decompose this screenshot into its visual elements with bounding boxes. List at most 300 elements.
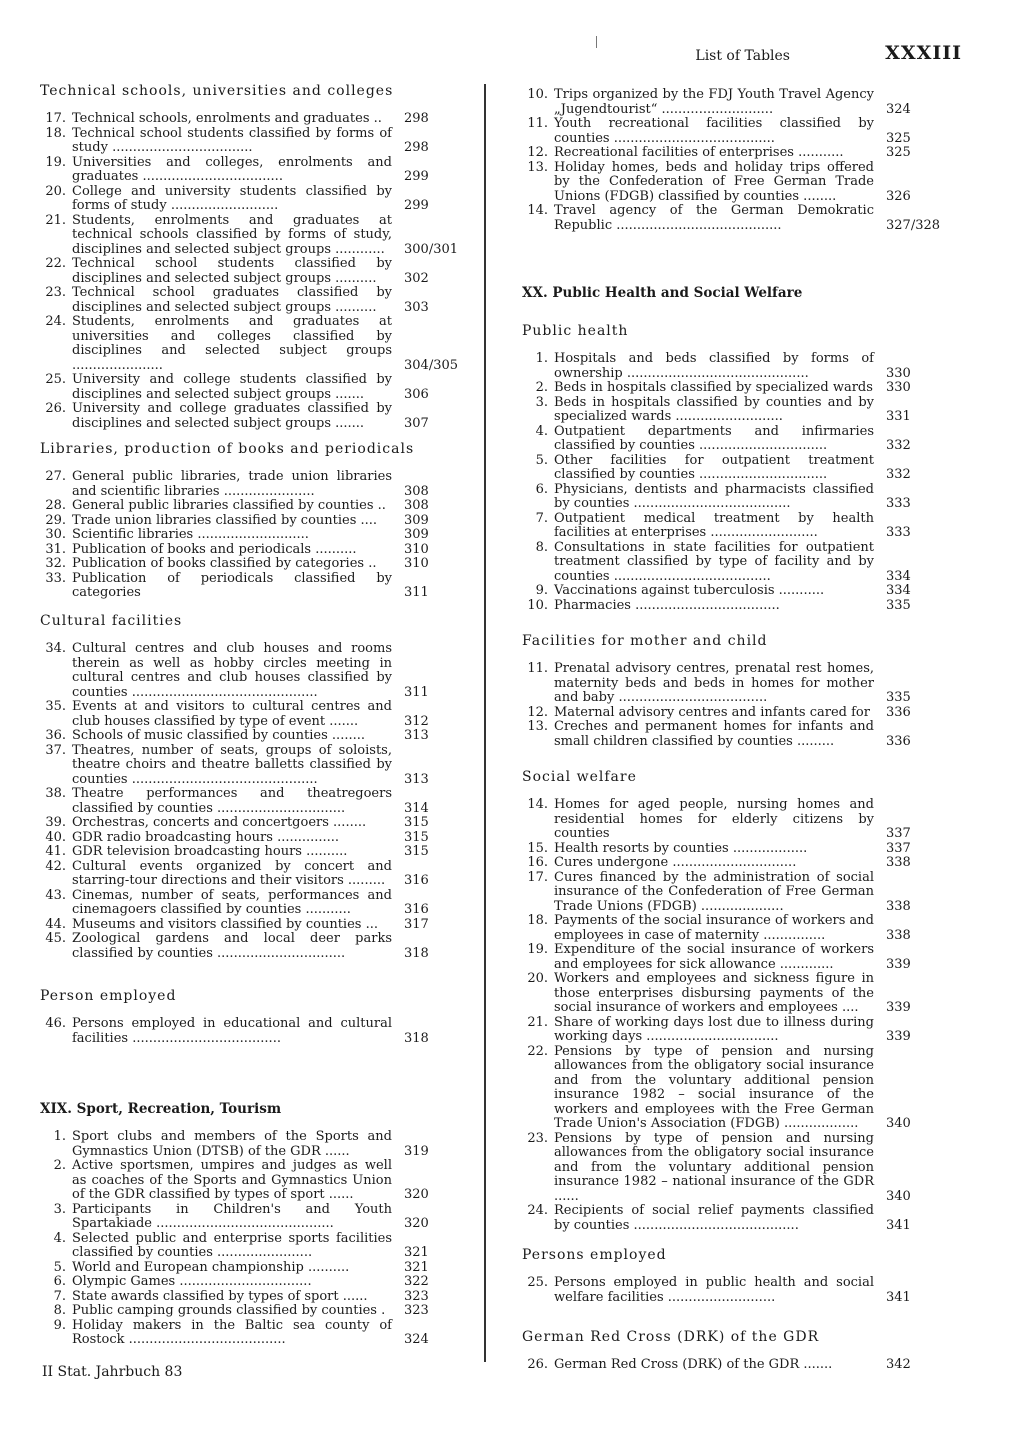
entry-title: World and European championship .......... [72,1259,350,1275]
entry-page: 341 [886,1289,911,1305]
toc-entry [518,454,958,483]
entry-title: Persons employed in educational and cultural facilities .................................... [72,1016,392,1046]
toc-entry [36,1232,476,1261]
toc-entry-list [518,352,958,613]
entry-number: 32. [45,556,66,571]
entry-page: 304/305 [404,357,459,373]
entry-number: 8. [535,539,548,555]
toc-entry-list [518,798,958,1233]
toc-entry [36,214,476,258]
toc-entry [518,425,958,454]
entry-page: 335 [886,690,911,705]
entry-title: Public camping grounds classified by counties . [72,1303,386,1318]
entry-page: 298 [404,140,429,155]
toc-entry [518,1016,958,1045]
toc-entry [36,831,476,846]
entry-number: 12. [527,704,548,720]
toc-entry [518,381,958,396]
entry-title: Share of working days lost due to illness during working days ................................ [554,1014,874,1044]
entry-title: Selected public and enterprise sports facilities classified by counties ....................... [72,1230,392,1260]
entry-page: 330 [886,380,911,395]
entry-number: 4. [535,423,548,439]
entry-page: 338 [886,855,911,870]
entry-number: 38. [45,786,66,801]
entry-title: Students, enrolments and graduates at technical schools classified by forms of study, disciplines and selected subject groups ............ [72,212,392,257]
entry-title: Active sportsmen, umpires and judges as well as coaches of the Sports and Gymnastics Union of the GDR classified by types of sport ...... [72,1158,392,1202]
toc-section [36,987,476,1046]
entry-number: 10. [527,597,548,613]
toc-entry [518,1276,958,1305]
entry-page: 334 [886,568,911,584]
entry-number: 3. [535,394,548,410]
toc-entry [36,315,476,373]
section-heading: Facilities for mother and child [522,633,768,649]
entry-title: Expenditure of the social insurance of workers and employees for sick allowance ............. [554,942,874,972]
entry-number: 43. [45,887,66,903]
entry-title: Cultural events organized by concert and starring-tour directions and their visitors ......... [72,858,392,888]
entry-page: 320 [404,1187,429,1202]
entry-page: 334 [886,583,911,598]
toc-entry [518,798,958,842]
entry-number: 44. [45,916,66,932]
entry-number: 13. [527,159,548,175]
page-header [500,42,962,72]
entry-number: 2. [535,380,548,395]
entry-number: 42. [45,858,66,874]
entry-page: 319 [404,1143,429,1159]
entry-title: General public libraries, trade union libraries and scientific libraries ...................... [72,469,392,499]
toc-entry [36,845,476,860]
toc-entry [518,161,958,205]
toc-entry [518,146,958,161]
toc-entry [36,572,476,601]
entry-number: 19. [527,942,548,957]
entry-title: Outpatient medical treatment by health facilities at enterprises .......................... [554,510,874,540]
entry-number: 24. [45,314,66,329]
toc-entry [518,396,958,425]
toc-entry [36,543,476,558]
toc-section [36,612,476,961]
entry-title: Cures undergone .............................. [554,855,797,870]
entry-number: 33. [45,570,66,586]
entry-number: 12. [527,145,548,160]
entry-page: 340 [886,1188,911,1204]
entry-title: University and college graduates classified by disciplines and selected subject groups ....... [72,401,392,431]
entry-number: 18. [45,125,66,141]
entry-number: 11. [527,116,548,131]
entry-page: 320 [404,1216,429,1231]
entry-number: 3. [53,1201,66,1217]
entry-page: 302 [404,270,429,286]
section-heading: German Red Cross (DRK) of the GDR [522,1329,820,1345]
toc-section [518,322,958,613]
entry-page: 314 [404,800,429,816]
toc-entry [36,700,476,729]
entry-title: College and university students classified by forms of study .......................... [72,183,392,213]
entry-number: 22. [527,1043,548,1059]
entry-number: 15. [527,840,548,856]
entry-page: 324 [404,1332,429,1347]
toc-entry-list [36,1017,476,1046]
toc-entry [36,932,476,961]
page-footer: II Stat. Jahrbuch 83 [42,1364,183,1380]
entry-number: 40. [45,829,66,845]
entry-number: 6. [535,481,548,497]
chapter-heading: XX. Public Health and Social Welfare [522,285,803,301]
section-heading: Public health [522,323,629,339]
section-heading: Libraries, production of books and periodicals [40,441,415,457]
column-divider [484,84,486,1362]
toc-entry [518,706,958,721]
toc-entry [36,373,476,402]
entry-number: 14. [527,797,548,812]
entry-number: 25. [45,372,66,387]
entry-number: 20. [527,971,548,986]
toc-entry [518,1204,958,1233]
entry-page: 322 [404,1274,429,1289]
entry-title: Vaccinations against tuberculosis ........... [554,583,825,598]
entry-page: 303 [404,299,429,315]
toc-entry [36,744,476,788]
entry-number: 10. [527,87,548,102]
toc-section [36,1100,476,1348]
toc-entry [36,156,476,185]
toc-section [518,768,958,1233]
entry-title: Technical school graduates classified by disciplines and selected subject groups .......... [72,285,392,315]
toc-section [36,82,476,431]
entry-page: 333 [886,525,911,540]
entry-title: Trips organized by the FDJ Youth Travel Agency „Jugendtourist“ ........................... [554,87,874,117]
entry-title: Other facilities for outpatient treatment classified by counties ............................... [554,452,874,482]
entry-page: 317 [404,916,429,932]
entry-number: 7. [53,1288,66,1304]
entry-number: 7. [535,510,548,526]
entry-page: 323 [404,1288,429,1304]
entry-title: Cultural centres and club houses and rooms therein as well as hobby circles meeting in cultural centres and club houses classified by counties ............................................. [72,641,392,700]
entry-page: 342 [886,1357,911,1372]
entry-page: 315 [404,844,429,859]
toc-entry [518,483,958,512]
entry-page: 309 [404,527,429,542]
entry-page: 321 [404,1259,429,1275]
entry-title: Orchestras, concerts and concertgoers ........ [72,815,367,830]
toc-entry [36,889,476,918]
entry-title: State awards classified by types of sport ...... [72,1288,368,1304]
entry-title: Outpatient departments and infirmaries classified by counties ............................... [554,423,874,453]
toc-entry [36,185,476,214]
entry-number: 11. [527,661,548,676]
toc-entry [36,816,476,831]
entry-title: Pharmacies ................................... [554,597,780,613]
toc-entry [36,557,476,572]
entry-title: Maternal advisory centres and infants cared for [554,704,870,720]
entry-title: Pensions by type of pension and nursing allowances from the obligatory social insurance and from the voluntary additional pension insurance 1982 – national insurance of the GDR ...... [554,1130,874,1204]
entry-page: 325 [886,145,911,160]
entry-title: Universities and colleges, enrolments and graduates .................................. [72,154,392,184]
toc-entry-list [36,112,476,431]
entry-title: Cinemas, number of seats, performances and cinemagoers classified by counties ........... [72,887,392,917]
section-heading: Cultural facilities [40,613,183,629]
entry-number: 46. [45,1016,66,1031]
toc-entry-list [518,662,958,749]
section-heading: Social welfare [522,769,637,785]
entry-number: 21. [45,212,66,228]
entry-page: 316 [404,902,429,917]
entry-title: Holiday homes, beds and holiday trips offered by the Confederation of Free German Trade Unions (FDGB) classified by counties ........ [554,159,874,204]
entry-number: 4. [53,1230,66,1246]
entry-page: 311 [404,684,429,700]
toc-entry [36,257,476,286]
entry-title: Students, enrolments and graduates at universities and colleges classified by disciplines and selected subject groups ...................... [72,314,392,373]
entry-number: 24. [527,1203,548,1218]
entry-number: 17. [527,869,548,885]
entry-number: 39. [45,815,66,830]
entry-number: 13. [527,719,548,734]
entry-title: Cures financed by the administration of social insurance of the Confederation of Free German Trade Unions (FDGB) .................... [554,869,874,914]
section-heading: Person employed [40,988,177,1004]
entry-page: 315 [404,815,429,830]
entry-title: Workers and employees and sickness figure in those enterprises disbursing payments of the social insurance of workers and employees .... [554,971,874,1015]
toc-entry [36,1319,476,1348]
toc-section [518,1246,958,1305]
toc-entry [36,1261,476,1276]
entry-number: 9. [535,583,548,598]
toc-entry [36,112,476,127]
entry-number: 19. [45,154,66,170]
entry-title: Homes for aged people, nursing homes and residential homes for elderly citizens by counties [554,797,874,841]
toc-entry [518,599,958,614]
toc-entry-list [518,1358,958,1373]
entry-page: 310 [404,541,429,557]
toc-entry [36,528,476,543]
entry-number: 1. [53,1129,66,1144]
entry-page: 339 [886,956,911,972]
toc-entry [518,972,958,1016]
toc-entry [36,729,476,744]
entry-title: Theatres, number of seats, groups of soloists, theatre choirs and theatre balletts classified by counties ............................................. [72,742,392,787]
entry-number: 6. [53,1274,66,1289]
entry-number: 9. [53,1317,66,1333]
toc-entry [518,856,958,871]
entry-title: Technical schools, enrolments and graduates .. [72,111,382,126]
entry-title: Technical school students classified by disciplines and selected subject groups .......... [72,256,392,286]
entry-number: 21. [527,1014,548,1030]
entry-page: 299 [404,198,429,213]
toc-entry [518,541,958,585]
entry-page: 339 [886,1029,911,1044]
toc-section [36,440,476,601]
entry-title: Prenatal advisory centres, prenatal rest homes, maternity beds and beds in homes for mother and baby .................................... [554,661,874,705]
entry-title: Beds in hospitals classified by counties and by specialized wards .......................... [554,394,874,424]
entry-page: 306 [404,386,429,402]
toc-entry [36,787,476,816]
entry-page: 339 [886,1000,911,1015]
entry-title: Beds in hospitals classified by specialized wards [554,380,873,395]
entry-page: 318 [404,945,429,961]
entry-page: 315 [404,829,429,845]
entry-number: 18. [527,913,548,928]
entry-page: 330 [886,365,911,381]
toc-section [518,88,958,233]
toc-entry [36,127,476,156]
entry-number: 14. [527,203,548,218]
entry-title: Sport clubs and members of the Sports and Gymnastics Union (DTSB) of the GDR ...... [72,1129,392,1159]
entry-title: Trade union libraries classified by counties .... [72,512,378,528]
toc-section [518,1328,958,1373]
entry-number: 31. [45,541,66,557]
toc-entry [36,514,476,529]
entry-page: 310 [404,556,429,571]
toc-entry [36,1290,476,1305]
entry-page: 309 [404,512,429,528]
entry-number: 25. [527,1275,548,1290]
entry-number: 26. [45,401,66,416]
entry-title: Publication of periodicals classified by categories [72,570,392,600]
entry-page: 323 [404,1303,429,1318]
toc-entry [36,1203,476,1232]
toc-entry [518,914,958,943]
entry-page: 337 [886,826,911,841]
toc-section [518,632,958,749]
entry-page: 300/301 [404,241,459,257]
entry-page: 318 [404,1030,429,1046]
entry-page: 336 [886,704,911,720]
entry-title: University and college students classified by disciplines and selected subject groups ....... [72,372,392,402]
section-heading: Persons employed [522,1247,667,1263]
entry-page: 340 [886,1116,911,1131]
entry-number: 28. [45,498,66,513]
entry-number: 34. [45,641,66,656]
entry-number: 23. [527,1130,548,1146]
toc-entry [518,1132,958,1205]
entry-title: Recreational facilities of enterprises ........... [554,145,844,160]
entry-page: 338 [886,898,911,914]
entry-page: 308 [404,498,429,513]
entry-number: 2. [53,1158,66,1173]
toc-entry [36,860,476,889]
toc-entry-list [36,642,476,961]
entry-page: 341 [886,1217,911,1233]
entry-title: Youth recreational facilities classified by counties ....................................... [554,116,874,146]
entry-title: Health resorts by counties .................. [554,840,808,856]
toc-section [518,284,958,314]
entry-page: 307 [404,415,429,431]
entry-page: 332 [886,467,911,482]
entry-page: 313 [404,771,429,787]
entry-page: 313 [404,728,429,743]
entry-page: 316 [404,873,429,888]
entry-title: GDR radio broadcasting hours ............... [72,829,340,845]
entry-page: 336 [886,733,911,749]
entry-title: Physicians, dentists and pharmacists classified by counties ...................................... [554,481,874,511]
entry-number: 30. [45,527,66,542]
margin-mark [596,36,597,48]
toc-entry [36,470,476,499]
toc-entry [518,720,958,749]
toc-entry [36,1130,476,1159]
toc-entry [36,1017,476,1046]
entry-number: 1. [535,351,548,366]
entry-title: Museums and visitors classified by counties ... [72,916,378,932]
page-number: XXXIII [885,42,962,64]
toc-entry [36,1275,476,1290]
toc-entry-list [518,88,958,233]
entry-title: Theatre performances and theatregoers classified by counties ............................... [72,786,392,816]
entry-page: 299 [404,169,429,184]
entry-title: Participants in Children's and Youth Spartakiade ........................................... [72,1201,392,1231]
entry-page: 337 [886,840,911,856]
entry-title: Publication of books and periodicals .......... [72,541,357,557]
running-title: List of Tables [695,48,790,64]
entry-title: Pensions by type of pension and nursing allowances from the obligatory social insurance and from the voluntary additional pension insurance 1982 – social insurance of the workers and employees with the Free German Trade Union's Association (FDGB) .................. [554,1043,874,1131]
toc-entry [36,286,476,315]
toc-entry-list [36,470,476,601]
toc-entry [518,943,958,972]
entry-title: General public libraries classified by counties .. [72,498,386,513]
entry-number: 41. [45,844,66,859]
entry-page: 338 [886,927,911,943]
entry-title: Travel agency of the German Demokratic Republic ........................................ [554,203,874,233]
entry-number: 16. [527,855,548,870]
entry-number: 22. [45,256,66,271]
toc-entry [518,871,958,915]
entry-title: Holiday makers in the Baltic sea county of Rostock ...................................... [72,1317,392,1347]
entry-title: Technical school students classified by forms of study .................................. [72,125,392,155]
entry-number: 35. [45,699,66,714]
toc-entry [36,499,476,514]
entry-title: Recipients of social relief payments classified by counties ........................................ [554,1203,874,1233]
entry-number: 5. [535,452,548,468]
entry-page: 335 [886,597,911,613]
section-heading: Technical schools, universities and colleges [40,83,394,99]
entry-number: 23. [45,285,66,300]
toc-entry [518,512,958,541]
entry-page: 298 [404,111,429,126]
entry-title: Schools of music classified by counties ........ [72,728,365,743]
toc-entry [518,1045,958,1132]
entry-title: Publication of books classified by categories .. [72,556,377,571]
entry-page: 312 [404,713,429,729]
entry-title: Persons employed in public health and social welfare facilities .......................... [554,1275,874,1305]
entry-title: Consultations in state facilities for outpatient treatment classified by type of facility and by counties ...................................... [554,539,874,584]
entry-page: 326 [886,188,911,204]
entry-page: 333 [886,496,911,511]
toc-entry [36,402,476,431]
entry-page: 332 [886,438,911,453]
entry-number: 36. [45,728,66,743]
toc-entry [518,1358,958,1373]
toc-entry [36,1159,476,1203]
entry-number: 45. [45,931,66,946]
entry-number: 20. [45,183,66,199]
entry-title: Events at and visitors to cultural centres and club houses classified by type of event ....... [72,699,392,729]
entry-number: 27. [45,469,66,484]
toc-entry [518,842,958,857]
toc-entry-list [36,1130,476,1348]
entry-title: Hospitals and beds classified by forms of ownership ............................................ [554,351,874,381]
toc-entry-list [518,1276,958,1305]
entry-page: 308 [404,483,429,499]
entry-title: Olympic Games ................................ [72,1274,312,1289]
toc-entry [518,117,958,146]
entry-title: Payments of the social insurance of workers and employees in case of maternity ............... [554,913,874,943]
entry-page: 324 [886,101,911,117]
entry-title: GDR television broadcasting hours .......... [72,844,348,859]
toc-entry [36,918,476,933]
entry-title: Creches and permanent homes for infants and small children classified by counties ......... [554,719,874,749]
entry-number: 29. [45,512,66,528]
toc-entry [518,662,958,706]
